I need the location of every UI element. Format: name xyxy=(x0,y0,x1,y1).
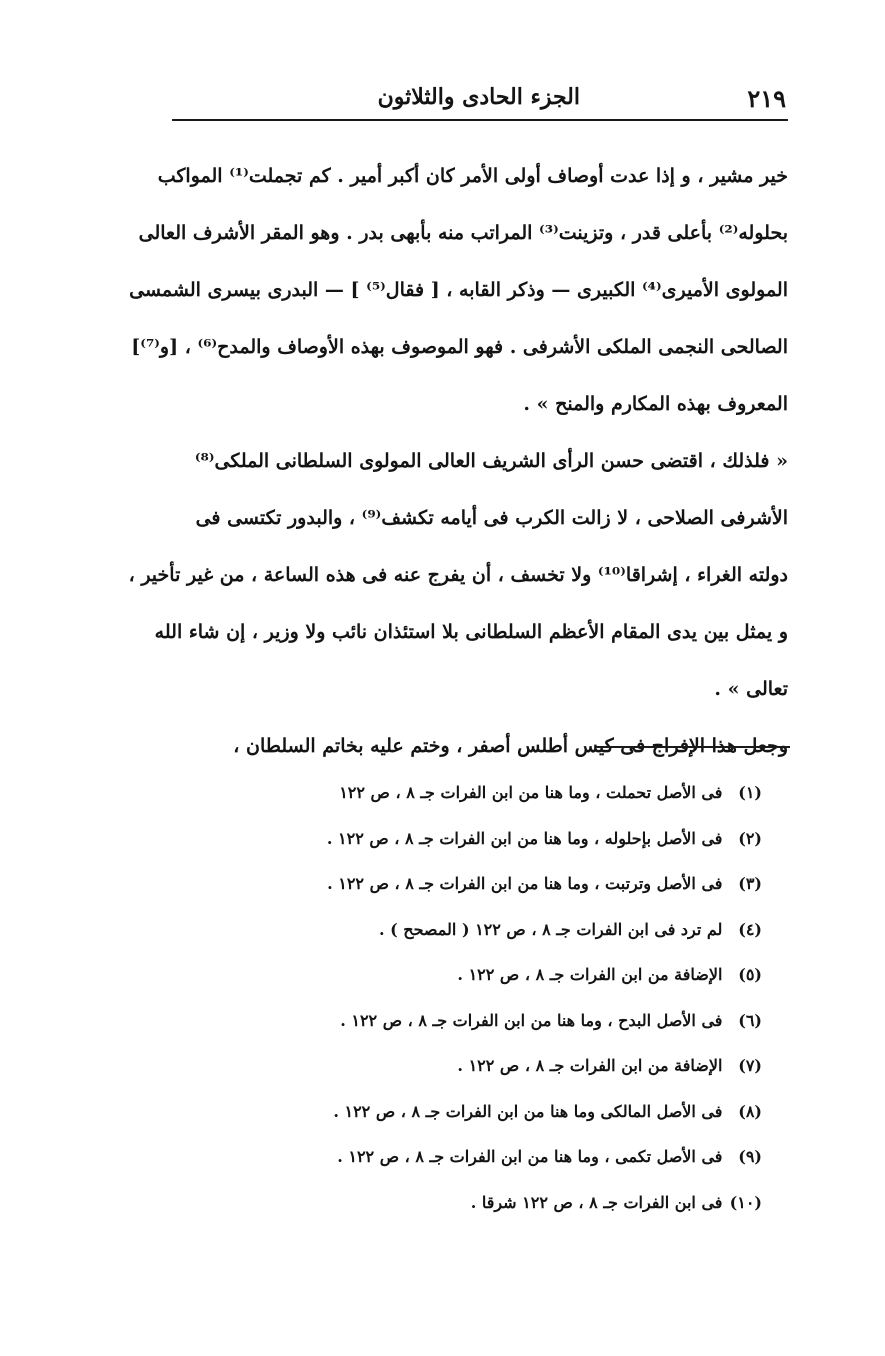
text-line: و يمثل بين يدى المقام الأعظم السلطانى بلا استئذان نائب ولا وزير ، إن شاء الله xyxy=(154,621,788,643)
footnote-number: (٩) xyxy=(738,1147,762,1166)
footnote-number: (٨) xyxy=(738,1101,762,1121)
footnote-text: الإضافة من ابن الفرات جـ ٨ ، ص ١٢٢ . xyxy=(457,1056,723,1075)
text-line: خير مشير ، و إذا عدت أوصاف أولى الأمر كان أكبر أمير . كم تجملت⁽¹⁾ المواكب xyxy=(157,165,788,187)
footnote xyxy=(250,816,762,862)
footnote-text: فى الأصل تكمى ، وما هنا من ابن الفرات جـ ٨ ، ص ١٢٢ . xyxy=(337,1147,723,1166)
footnote-text: الإضافة من ابن الفرات جـ ٨ ، ص ١٢٢ . xyxy=(457,965,723,984)
footnote-text: لم ترد فى ابن الفرات جـ ٨ ، ص ١٢٢ ( المصحح ) . xyxy=(378,919,723,939)
header-rule xyxy=(172,119,788,121)
footnote-text: فى الأصل المالكى وما هنا من ابن الفرات جـ ٨ ، ص ١٢٢ . xyxy=(333,1101,723,1121)
footnote-number: (٥) xyxy=(738,965,762,984)
text-line: وجعل هذا الإفراج فى كيس أطلس أصفر ، وختم عليه بخاتم السلطان ، xyxy=(233,735,788,757)
text-line: الصالحى النجمى الملكى الأشرفى . فهو الموصوف بهذه الأوصاف والمدح⁽⁶⁾ ، [و⁽⁷⁾] xyxy=(131,336,788,358)
footnote xyxy=(250,1043,762,1089)
footnote xyxy=(250,1089,762,1135)
footnote-rule xyxy=(596,746,790,748)
footnote-number: (٤) xyxy=(738,919,762,939)
footnote-number: (٧) xyxy=(738,1056,762,1075)
footnote xyxy=(250,952,762,998)
text-line: الأشرفى الصلاحى ، لا زالت الكرب فى أيامه تكشف⁽⁹⁾ ، والبدور تكتسى فى xyxy=(195,507,788,529)
footnote-text: فى الأصل بإحلوله ، وما هنا من ابن الفرات جـ ٨ ، ص ١٢٢ . xyxy=(326,828,723,848)
footnote-number: (٦) xyxy=(738,1010,762,1030)
footnote xyxy=(250,998,762,1044)
footnote xyxy=(250,907,762,953)
footnote xyxy=(250,861,762,907)
main-text xyxy=(128,148,788,775)
footnote-text: فى ابن الفرات جـ ٨ ، ص ١٢٢ شرقا . xyxy=(470,1192,723,1212)
footnote-number: (١٠) xyxy=(729,1192,762,1212)
footnote xyxy=(250,1134,762,1180)
text-line: تعالى » . xyxy=(714,678,788,700)
running-header xyxy=(168,82,790,116)
footnote-text: فى الأصل البدح ، وما هنا من ابن الفرات جـ ٨ ، ص ١٢٢ . xyxy=(340,1010,723,1030)
footnote-number: (١) xyxy=(738,783,762,802)
footnotes xyxy=(250,770,762,1225)
text-line: بحلوله⁽²⁾ بأعلى قدر ، وتزينت⁽³⁾ المراتب منه بأبهى بدر . وهو المقر الأشرف العالى xyxy=(138,222,788,244)
footnote-text: فى الأصل تحملت ، وما هنا من ابن الفرات جـ ٨ ، ص ١٢٢ xyxy=(339,783,723,802)
page-number: ٢١٩ xyxy=(747,84,786,113)
text-line: دولته الغراء ، إشراقا⁽¹⁰⁾ ولا تخسف ، أن يفرج عنه فى هذه الساعة ، من غير تأخير ، xyxy=(128,564,788,586)
text-line: المعروف بهذه المكارم والمنح » . xyxy=(523,393,788,415)
running-title: الجزء الحادى والثلاثون xyxy=(377,84,580,110)
footnote-number: (٣) xyxy=(738,874,762,893)
footnote-number: (٢) xyxy=(738,828,762,848)
footnote xyxy=(250,770,762,816)
footnote xyxy=(250,1180,762,1226)
text-line: « فلذلك ، اقتضى حسن الرأى الشريف العالى المولوى السلطانى الملكى⁽⁸⁾ xyxy=(194,450,788,472)
text-line: المولوى الأميرى⁽⁴⁾ الكبيرى — وذكر القابه ، [ فقال⁽⁵⁾ ] — البدرى بيسرى الشمسى xyxy=(129,279,788,301)
footnote-text: فى الأصل وترتبت ، وما هنا من ابن الفرات جـ ٨ ، ص ١٢٢ . xyxy=(327,874,723,893)
